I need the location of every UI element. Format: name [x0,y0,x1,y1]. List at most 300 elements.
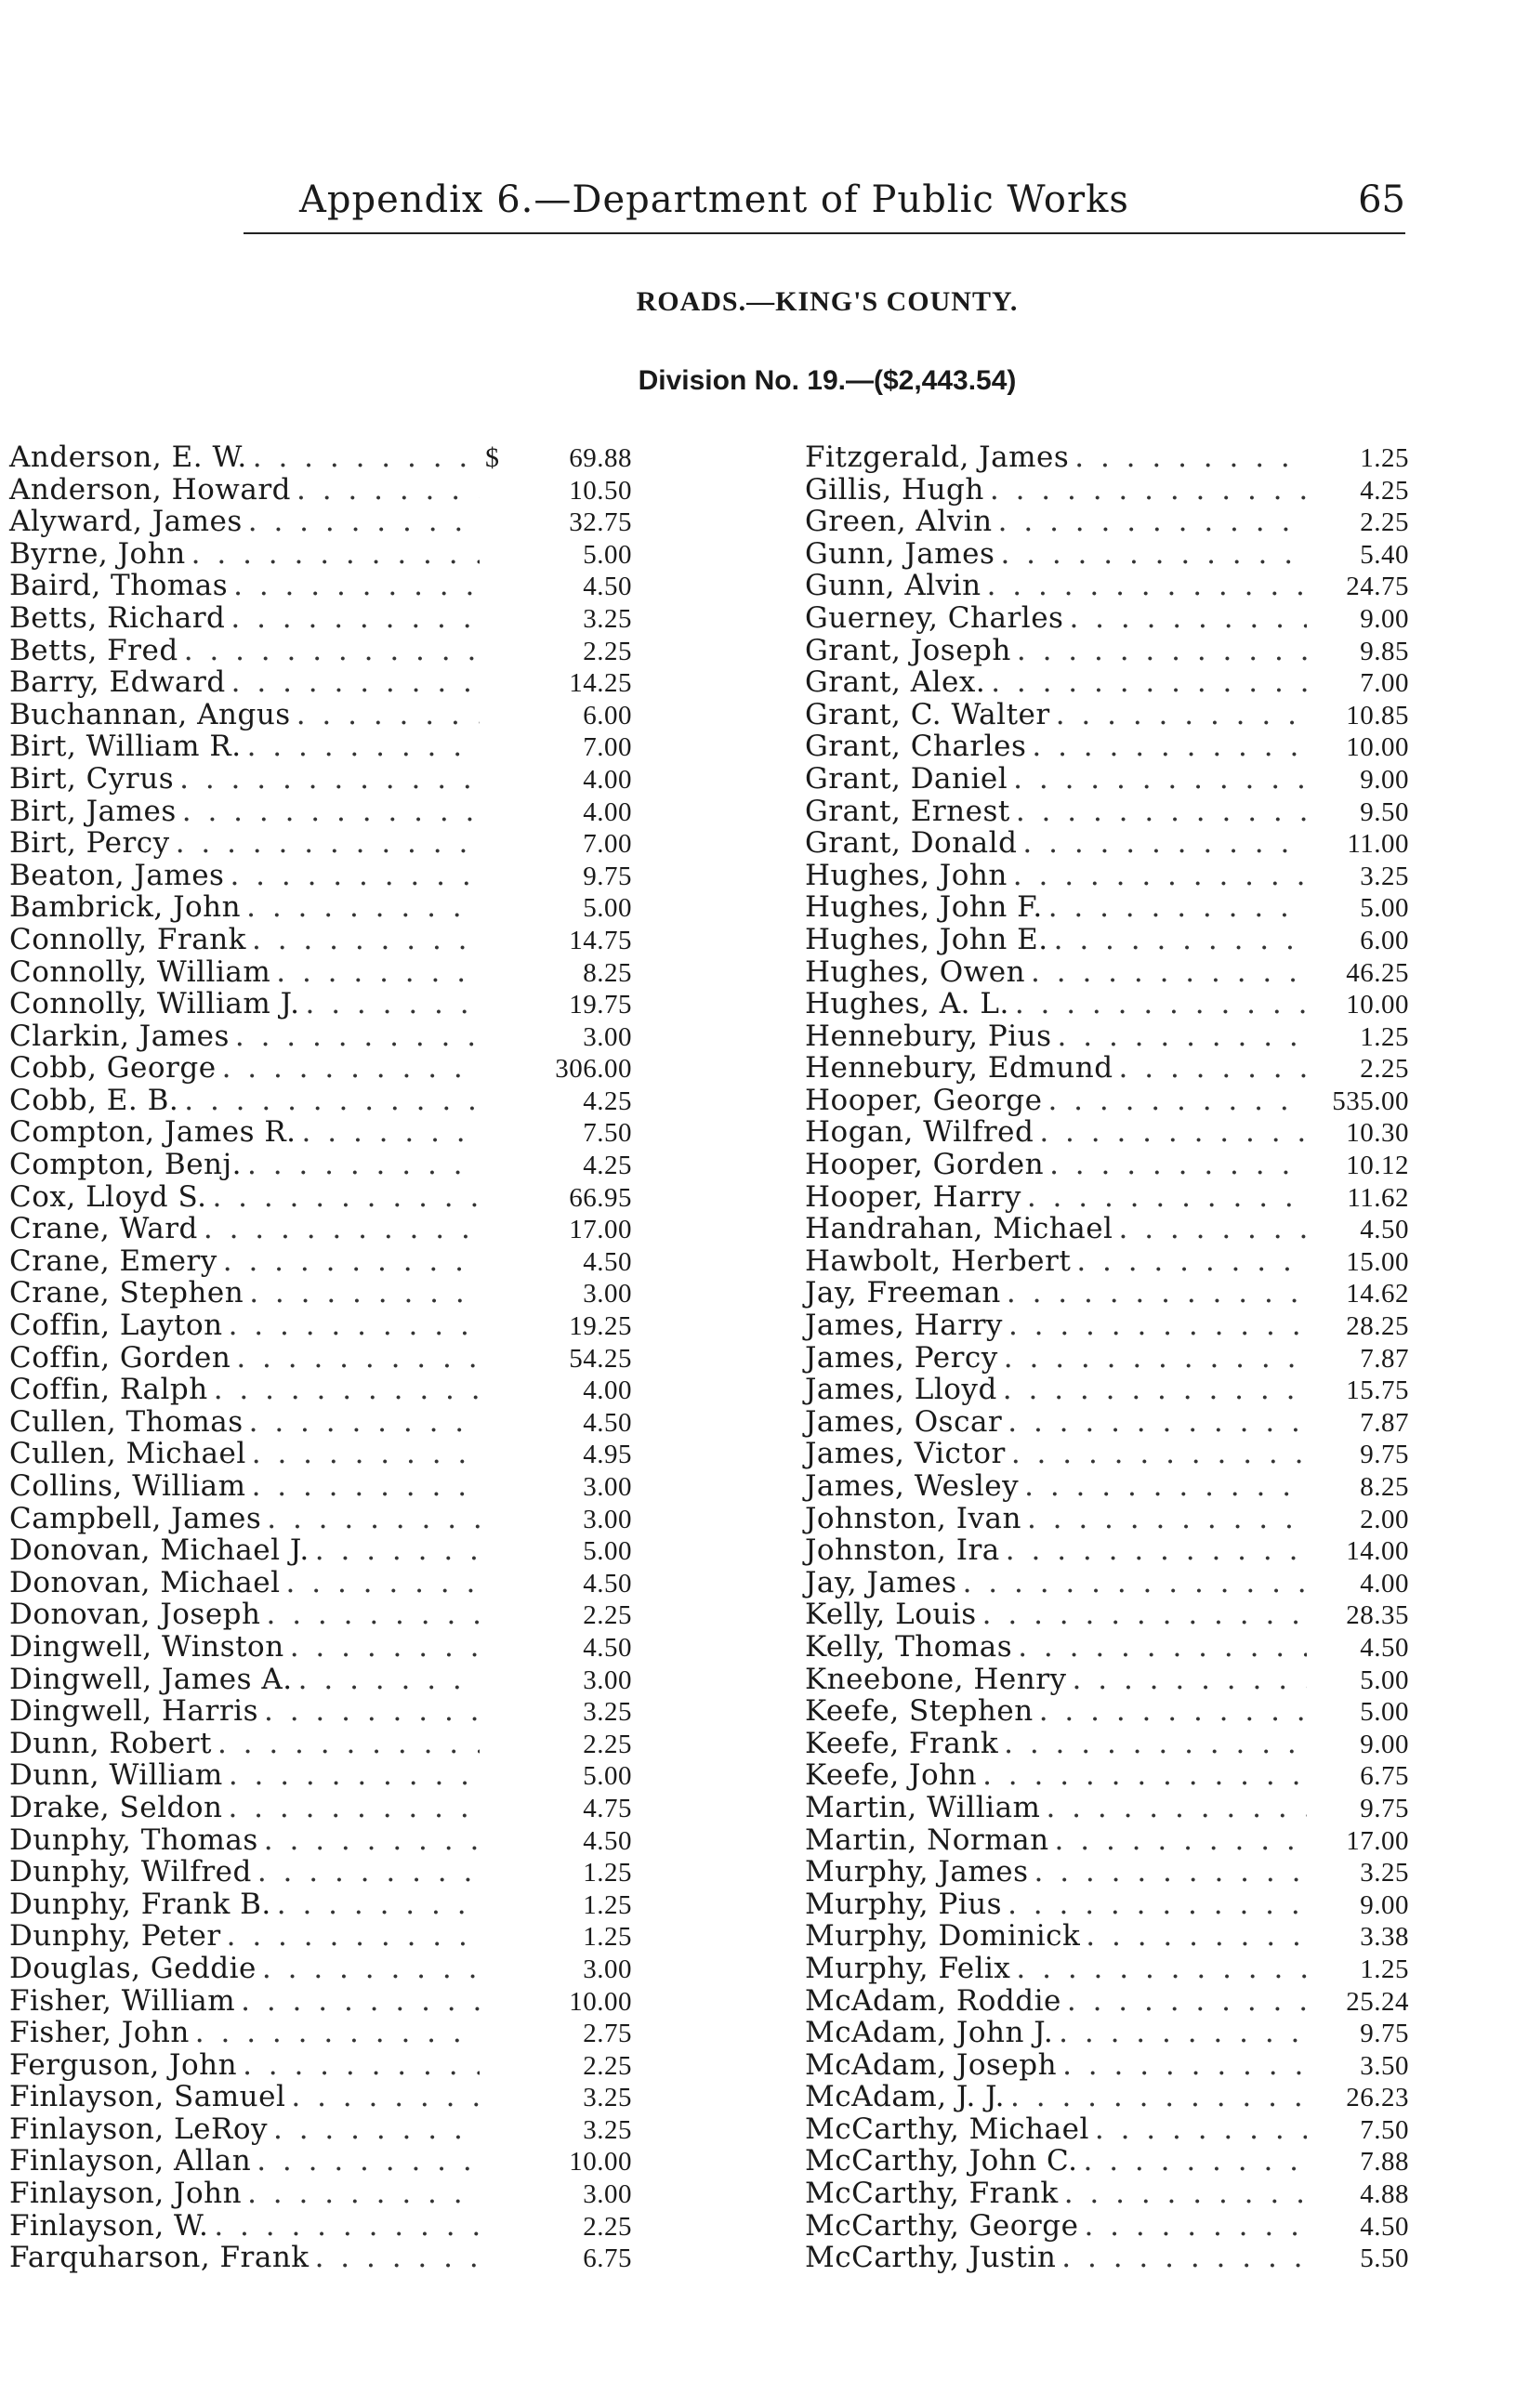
list-item [9,1567,632,1599]
payment-amount: 3.00 [583,1279,632,1309]
payee-name: Grant, Joseph [805,633,1011,667]
currency-symbol: $ [485,442,500,473]
dot-leader [1027,1503,1307,1535]
payment-amount: 3.38 [1360,1922,1409,1953]
list-item [805,827,1409,860]
dot-leader [296,474,480,507]
list-item [805,1020,1409,1053]
dot-leader [1086,1920,1307,1953]
payee-name: Fisher, William [9,1983,236,2018]
payee-name: Coffin, Gorden [9,1340,231,1375]
dot-leader [229,1309,480,1342]
list-item [805,1149,1409,1181]
payment-amount: 14.62 [1346,1279,1409,1309]
payment-amount: 10.00 [1346,990,1409,1020]
payee-name: Finlayson, Allan [9,2144,252,2178]
division-title: Division No. 19.—($2,443.54) [638,365,1017,396]
list-item [805,2210,1409,2243]
dot-leader [1010,2081,1307,2113]
payment-amount: 14.00 [1346,1536,1409,1567]
payee-name: Martin, William [805,1790,1041,1824]
payment-amount: 7.00 [583,829,632,860]
list-item [805,924,1409,956]
payment-amount: 10.50 [569,475,632,506]
payment-amount: 19.25 [569,1311,632,1342]
dot-leader [1004,1342,1307,1375]
dot-leader [264,1824,480,1857]
payee-name: McCarthy, Michael [805,2112,1089,2146]
list-item [9,2210,632,2243]
payment-amount: 5.40 [1360,539,1409,570]
payee-name: Hughes, John [805,858,1008,892]
payee-name: McAdam, John J. [805,2016,1054,2050]
payee-name: Cullen, Michael [9,1437,246,1471]
list-item [805,1728,1409,1760]
payee-name: Coffin, Layton [9,1309,223,1343]
list-item [9,891,632,924]
payee-name: Bambrick, John [9,890,242,925]
list-item [805,988,1409,1020]
payment-amount: 17.00 [569,1215,632,1245]
dot-leader [991,666,1307,699]
payment-amount: 11.00 [1347,829,1409,860]
payee-name: Gunn, James [805,536,995,571]
payment-amount: 4.50 [1360,2211,1409,2242]
payment-amount: 306.00 [555,1054,632,1085]
dot-leader [214,1374,480,1406]
payment-amount: 15.00 [1346,1246,1409,1277]
payee-name: Keefe, Stephen [805,1694,1034,1729]
payment-amount: 3.00 [583,1954,632,1984]
payment-amount: 4.00 [583,1375,632,1406]
payment-amount: 54.25 [569,1343,632,1374]
dot-leader [982,1759,1307,1792]
payee-name: Connolly, William J. [9,987,300,1021]
payee-name: Gillis, Hugh [805,472,984,507]
dot-leader [247,730,480,763]
payment-amount: 4.00 [583,764,632,795]
payee-name: Gunn, Alvin [805,569,981,603]
payee-name: Jay, James [805,1565,957,1599]
payee-name: Byrne, John [9,536,186,571]
payee-name: Cox, Lloyd S. [9,1179,207,1214]
dot-leader [231,602,480,635]
payment-amount: 5.00 [583,893,632,924]
list-item [805,763,1409,796]
list-item [9,827,632,860]
dot-leader [1011,1438,1307,1470]
list-item [805,2178,1409,2210]
payee-name: McAdam, Roddie [805,1983,1061,2018]
payee-name: Birt, Cyrus [9,761,175,796]
payee-name: Keefe, Frank [805,1726,999,1760]
list-item [9,730,632,763]
payee-name: Farquharson, Frank [9,2241,310,2275]
payee-name: Birt, James [9,794,177,828]
list-item [805,2081,1409,2113]
payment-amount: 7.50 [1360,2114,1409,2145]
dot-leader [248,506,480,538]
list-item [9,570,632,602]
list-item [805,1631,1409,1664]
dot-leader [252,924,480,956]
list-item [9,1599,632,1631]
dot-leader [286,1567,480,1599]
payee-name: Donovan, Michael J. [9,1533,310,1568]
list-item [805,956,1409,989]
payment-amount: 69.88 [569,443,632,473]
payment-amount: 7.88 [1360,2147,1409,2178]
payment-amount: 9.75 [1360,2019,1409,2049]
payment-amount: 7.50 [583,1118,632,1149]
left-column-list [9,441,632,2274]
list-item [9,1342,632,1375]
dot-leader [223,1245,480,1278]
list-item [805,1309,1409,1342]
list-item [805,2049,1409,2082]
payment-amount: 9.75 [1360,1793,1409,1823]
payment-amount: 7.00 [1360,668,1409,699]
payee-name: Crane, Stephen [9,1276,244,1310]
list-item [9,1759,632,1792]
payment-amount: 14.25 [569,668,632,699]
dot-leader [963,1567,1307,1599]
dot-leader [1054,924,1307,956]
payment-amount: 7.87 [1360,1407,1409,1438]
list-item [805,730,1409,763]
list-item [9,602,632,635]
list-item [805,474,1409,507]
payee-name: Crane, Ward [9,1212,198,1246]
payment-amount: 4.50 [1360,1215,1409,1245]
list-item [805,666,1409,699]
list-item [9,1020,632,1053]
payment-amount: 14.75 [569,925,632,955]
payment-amount: 1.25 [583,1858,632,1888]
page-title: Appendix 6.—Department of Public Works [299,178,1129,221]
payee-name: Collins, William [9,1469,246,1503]
payment-amount: 2.75 [583,2019,632,2049]
payment-amount: 10.00 [569,2147,632,2178]
list-item [805,796,1409,828]
list-item [9,1631,632,1664]
payee-name: Dunphy, Peter [9,1919,221,1954]
payee-name: Dunphy, Frank B. [9,1887,271,1921]
dot-leader [247,2178,480,2210]
dot-leader [1013,860,1307,892]
list-item [9,1374,632,1406]
payment-amount: 25.24 [1346,1986,1409,2017]
payment-amount: 4.50 [583,1407,632,1438]
payment-amount: 2.25 [583,2050,632,2081]
dot-leader [257,1856,480,1888]
payment-amount: 3.25 [583,2114,632,2145]
payee-name: Hughes, John F. [805,890,1043,925]
payee-name: Connolly, Frank [9,922,246,956]
dot-leader [1007,1277,1307,1309]
dot-leader [1004,1728,1307,1760]
dot-leader [249,1277,480,1309]
payee-name: Dunphy, Thomas [9,1822,258,1857]
payment-amount: 9.00 [1360,603,1409,634]
payment-amount: 28.35 [1346,1600,1409,1631]
page-number: 65 [1358,178,1405,221]
payee-name: Alyward, James [9,505,243,539]
dot-leader [306,988,481,1020]
payee-name: Donovan, Joseph [9,1598,261,1632]
dot-leader [1017,635,1307,667]
payee-name: Hughes, Owen [805,954,1026,989]
dot-leader [1067,1985,1307,2018]
dot-leader [262,1953,480,1985]
payee-name: Grant, Daniel [805,761,1008,796]
payment-amount: 3.25 [583,2083,632,2113]
payee-name: McCarthy, John C. [805,2144,1078,2178]
list-item [9,1534,632,1567]
dot-leader [1015,988,1307,1020]
payee-name: James, Lloyd [805,1373,997,1407]
dot-leader [184,635,480,667]
payment-amount: 7.00 [583,732,632,763]
list-item [9,506,632,538]
payee-name: Murphy, Dominick [805,1919,1081,1954]
dot-leader [1008,1309,1307,1342]
payee-name: Dunphy, Wilfred [9,1855,252,1889]
list-item [9,441,632,474]
dot-leader [1013,763,1307,796]
payment-amount: 32.75 [569,507,632,538]
payee-name: Hennebury, Edmund [805,1051,1113,1086]
payment-amount: 6.75 [583,2244,632,2274]
list-item [9,924,632,956]
payee-name: McCarthy, Justin [805,2241,1057,2275]
payee-name: Betts, Richard [9,600,226,635]
payment-amount: 3.00 [583,2179,632,2210]
payee-name: Kelly, Thomas [805,1629,1013,1664]
payee-name: Clarkin, James [9,1019,230,1053]
list-item [9,1953,632,1985]
list-item [9,538,632,571]
payee-name: Martin, Norman [805,1822,1049,1857]
list-item [9,2081,632,2113]
payment-amount: 5.50 [1360,2244,1409,2274]
payee-name: Hawbolt, Herbert [805,1243,1072,1278]
dot-leader [217,1728,480,1760]
dot-leader [236,1342,480,1375]
dot-leader [212,1181,480,1214]
dot-leader [253,441,480,474]
payment-amount: 1.25 [1360,1021,1409,1052]
dot-leader [235,1020,480,1053]
payment-amount: 1.25 [583,1889,632,1920]
payee-name: Hennebury, Pius [805,1019,1052,1053]
dot-leader [230,860,480,892]
payment-amount: 4.25 [583,1086,632,1116]
payee-name: Dingwell, James A. [9,1662,293,1696]
payee-name: Dingwell, Winston [9,1629,284,1664]
list-item [9,1856,632,1888]
list-item [9,1213,632,1245]
dot-leader [195,2017,480,2049]
list-item [9,1085,632,1117]
dot-leader [222,1052,480,1085]
payment-amount: 11.62 [1347,1182,1409,1213]
payee-name: Dunn, William [9,1758,223,1793]
list-item [9,1503,632,1535]
payment-amount: 3.25 [1360,861,1409,891]
payee-name: Dunn, Robert [9,1726,212,1760]
payee-name: Grant, Alex. [805,665,986,700]
payment-amount: 2.25 [1360,1054,1409,1085]
dot-leader [264,1695,480,1728]
payment-amount: 2.25 [1360,507,1409,538]
payment-amount: 2.00 [1360,1504,1409,1534]
payment-amount: 9.00 [1360,1889,1409,1920]
list-item [805,1085,1409,1117]
dot-leader [1084,2210,1307,2243]
dot-leader [302,1116,480,1149]
payment-amount: 15.75 [1346,1375,1409,1406]
dot-leader [1076,1245,1307,1278]
list-item [805,1695,1409,1728]
payee-name: Dingwell, Harris [9,1694,258,1729]
list-item [805,1503,1409,1535]
list-item [805,1438,1409,1470]
list-item [9,763,632,796]
payee-name: Johnston, Ivan [805,1501,1021,1535]
dot-leader [1000,538,1307,571]
payee-name: Baird, Thomas [9,569,229,603]
payment-amount: 10.00 [1346,732,1409,763]
payee-name: Kelly, Louis [805,1598,977,1632]
list-item [805,1116,1409,1149]
payee-name: Crane, Emery [9,1243,217,1278]
payee-name: Campbell, James [9,1501,262,1535]
list-item [805,1920,1409,1953]
payee-name: James, Oscar [805,1404,1003,1439]
payee-name: Connolly, William [9,954,271,989]
list-item [805,1470,1409,1503]
dot-leader [1049,1149,1307,1181]
payee-name: Murphy, Felix [805,1951,1011,1985]
list-item [9,1920,632,1953]
list-item [9,2178,632,2210]
dot-leader [1032,730,1307,763]
payment-amount: 4.75 [583,1793,632,1823]
payment-amount: 6.00 [583,700,632,730]
payee-name: Ferguson, John [9,2047,238,2082]
list-item [9,1438,632,1470]
payment-amount: 9.75 [583,861,632,891]
payment-amount: 46.25 [1346,957,1409,988]
list-item [9,1824,632,1857]
payment-amount: 24.75 [1346,572,1409,602]
list-item [9,474,632,507]
dot-leader [1003,1374,1307,1406]
dot-leader [987,570,1307,602]
payee-name: Anderson, E. W. [9,441,247,474]
payee-name: McCarthy, George [805,2208,1079,2243]
payment-amount: 3.25 [1360,1858,1409,1888]
dot-leader [296,699,480,731]
dot-leader [291,2081,480,2113]
dot-leader [1022,827,1307,860]
list-item [9,1792,632,1824]
payment-amount: 5.00 [1360,1665,1409,1695]
dot-leader [1059,2017,1307,2049]
payee-name: McAdam, Joseph [805,2047,1058,2082]
dot-leader [298,1664,480,1696]
payment-amount: 5.00 [583,539,632,570]
dot-leader [273,2113,480,2146]
payee-name: Keefe, John [805,1758,978,1793]
payment-amount: 19.75 [569,990,632,1020]
list-item [9,2113,632,2146]
payment-amount: 3.25 [583,603,632,634]
payee-name: Hooper, Gorden [805,1148,1045,1182]
dot-leader [277,1888,480,1921]
list-item [805,860,1409,892]
payment-amount: 8.25 [583,957,632,988]
dot-leader [214,2210,480,2243]
list-item [9,635,632,667]
payee-name: Guerney, Charles [805,600,1064,635]
dot-leader [184,1085,480,1117]
list-item [9,1116,632,1149]
dot-leader [257,2145,480,2178]
payee-name: Finlayson, W. [9,2208,209,2243]
list-item [9,2242,632,2274]
list-item [805,1213,1409,1245]
list-item [9,2017,632,2049]
list-item [805,1534,1409,1567]
payee-name: James, Percy [805,1340,998,1375]
list-item [9,796,632,828]
dot-leader [1046,1792,1307,1824]
list-item [805,699,1409,731]
payee-name: Fisher, John [9,2016,190,2050]
dot-leader [982,1599,1307,1631]
payment-amount: 1.25 [1360,1954,1409,1984]
list-item [805,441,1409,474]
list-item [805,1759,1409,1792]
payment-amount: 4.00 [583,796,632,827]
payment-amount: 6.75 [1360,1761,1409,1792]
dot-leader [249,1406,480,1439]
list-item [805,570,1409,602]
list-item [805,2113,1409,2146]
dot-leader [1016,1953,1307,1985]
list-item [805,1342,1409,1375]
payment-amount: 4.50 [583,572,632,602]
payee-name: Jay, Freeman [805,1276,1001,1310]
payee-name: Hooper, Harry [805,1179,1021,1214]
list-item [9,1664,632,1696]
list-item [805,1599,1409,1631]
payment-amount: 4.50 [583,1825,632,1856]
dot-leader [252,1438,480,1470]
list-item [9,1309,632,1342]
payment-amount: 5.00 [583,1536,632,1567]
payee-name: Johnston, Ira [805,1533,1000,1568]
right-column-list [805,441,1409,2274]
list-item [805,2017,1409,2049]
payment-amount: 2.25 [583,1600,632,1631]
payment-amount: 10.30 [1346,1118,1409,1149]
payment-amount: 9.00 [1360,764,1409,795]
dot-leader [1008,1888,1307,1921]
dot-leader [204,1213,480,1245]
